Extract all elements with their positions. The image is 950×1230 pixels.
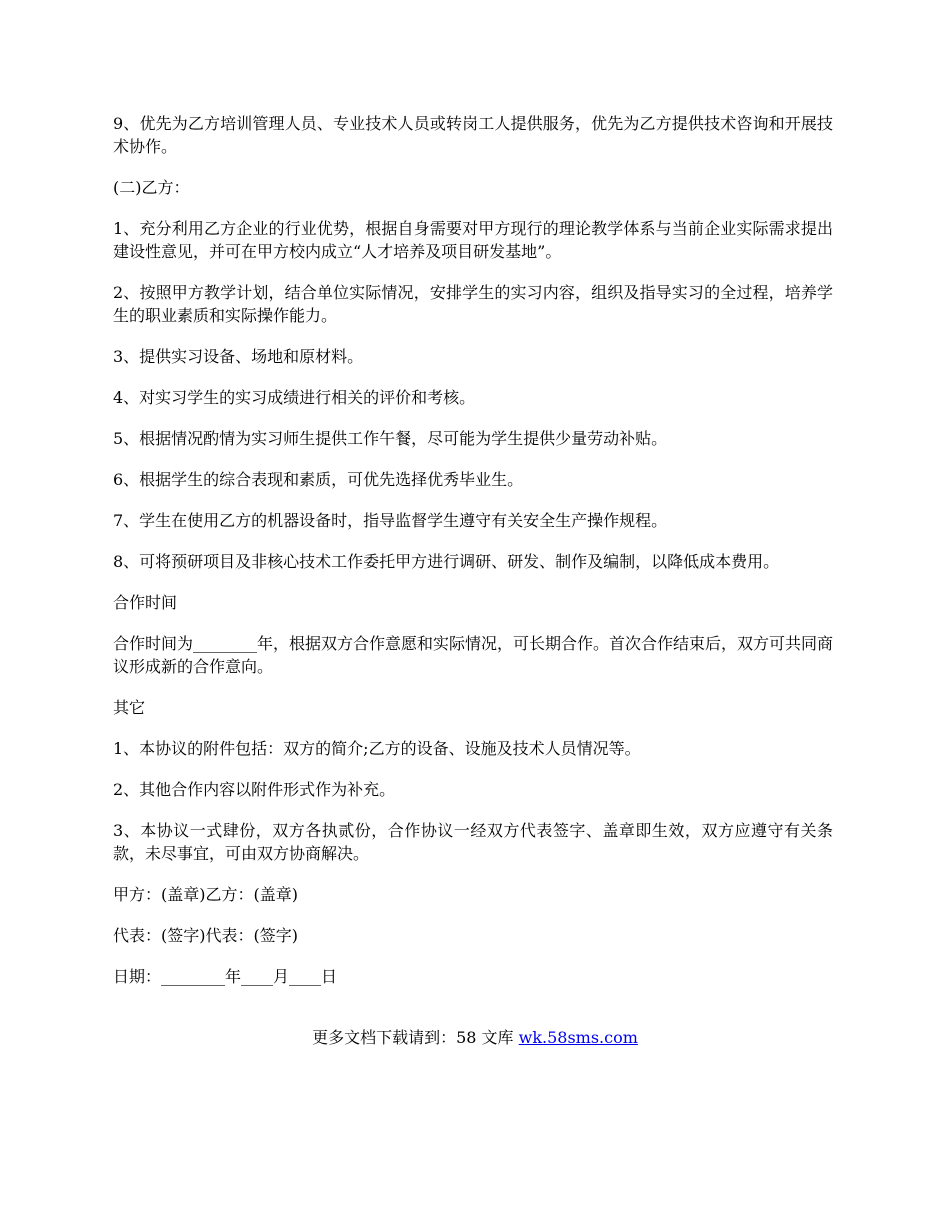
clause-party-b-6: 6、根据学生的综合表现和素质，可优先选择优秀毕业生。 <box>113 470 524 489</box>
clause-party-b-1: 1、充分利用乙方企业的行业优势，根据自身需要对甲方现行的理论教学体系与当前企业实际需求提出建设性意见，并可在甲方校内成立“人才培养及项目研发基地”。 <box>113 219 833 261</box>
footer-link[interactable]: wk.58sms.com <box>518 1028 638 1047</box>
clause-party-b-3: 3、提供实习设备、场地和原材料。 <box>113 347 364 366</box>
document-body <box>113 112 833 1006</box>
date-line: 日期：________年____月____日 <box>113 967 338 986</box>
section-heading-party-b: (二)乙方： <box>113 178 190 197</box>
clause-party-a-9: 9、优先为乙方培训管理人员、专业技术人员或转岗工人提供服务，优先为乙方提供技术咨询和开展技术协作。 <box>113 114 833 156</box>
footer-text: 更多文档下载请到：58 文库 <box>312 1028 519 1047</box>
other-clause-1: 1、本协议的附件包括：双方的简介;乙方的设备、设施及技术人员情况等。 <box>113 739 641 758</box>
clause-party-b-2: 2、按照甲方教学计划，结合单位实际情况，安排学生的实习内容，组织及指导实习的全过程，培养学生的职业素质和实际操作能力。 <box>113 283 833 325</box>
clause-party-b-5: 5、根据情况酌情为实习师生提供工作午餐，尽可能为学生提供少量劳动补贴。 <box>113 429 668 448</box>
seal-line: 甲方：(盖章)乙方：(盖章) <box>113 885 298 904</box>
signature-line: 代表：(签字)代表：(签字) <box>113 926 298 945</box>
other-clause-3: 3、本协议一式肆份，双方各执贰份，合作协议一经双方代表签字、盖章即生效，双方应遵守有关条款，未尽事宜，可由双方协商解决。 <box>113 821 833 863</box>
cooperation-time-text: 合作时间为________年，根据双方合作意愿和实际情况，可长期合作。首次合作结束后，双方可共同商议形成新的合作意向。 <box>113 634 834 676</box>
other-clause-2: 2、其他合作内容以附件形式作为补充。 <box>113 780 396 799</box>
clause-party-b-8: 8、可将预研项目及非核心技术工作委托甲方进行调研、研发、制作及编制，以降低成本费用。 <box>113 552 780 571</box>
section-heading-cooperation-time: 合作时间 <box>113 593 178 612</box>
download-footer <box>0 1026 950 1049</box>
section-heading-other: 其它 <box>113 698 146 717</box>
clause-party-b-4: 4、对实习学生的实习成绩进行相关的评价和考核。 <box>113 388 476 407</box>
clause-party-b-7: 7、学生在使用乙方的机器设备时，指导监督学生遵守有关安全生产操作规程。 <box>113 511 668 530</box>
